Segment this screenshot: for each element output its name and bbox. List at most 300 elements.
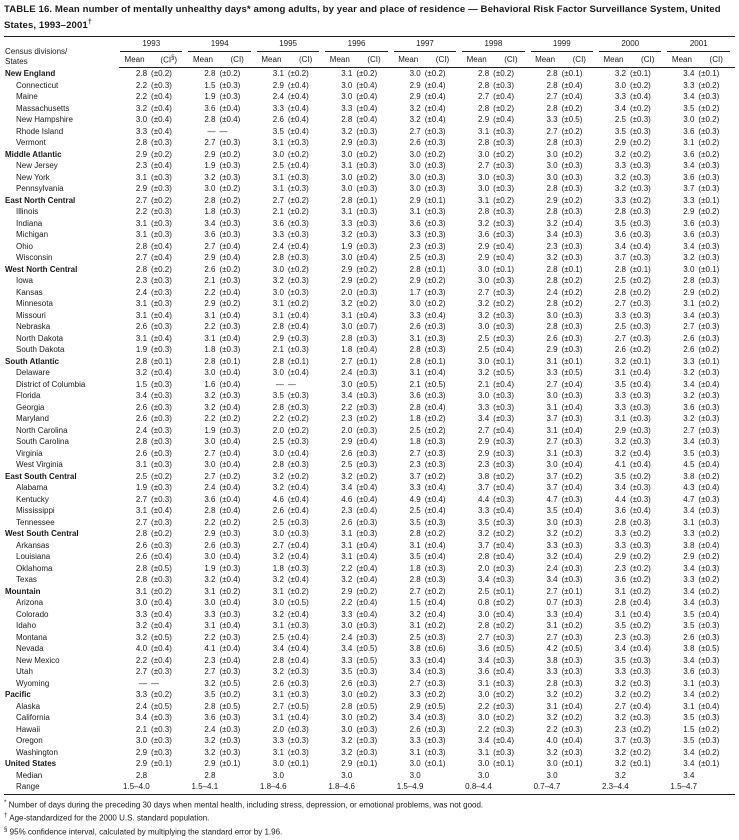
ci-value: (±0.2) <box>287 149 309 159</box>
mean-value: 3.0 <box>546 149 558 159</box>
row-label: Alaska <box>16 701 41 711</box>
mean-value: 3.2 <box>478 218 490 228</box>
mean-value: 4.1 <box>204 644 216 654</box>
ci-value: (±0.3) <box>424 322 446 332</box>
ci-value: (±0.5) <box>698 644 720 654</box>
mean-value: 3.1 <box>409 540 421 550</box>
mean-value: 2.5 <box>272 161 284 171</box>
mean-value: 2.6 <box>272 678 284 688</box>
ci-value: (±0.3) <box>356 241 378 251</box>
ci-value: (±0.3) <box>698 494 720 504</box>
footnotes <box>4 798 735 838</box>
mean-value: 2.1 <box>272 345 284 355</box>
mean-value: 1.9 <box>341 241 353 251</box>
ci-value: (±0.3) <box>424 747 446 757</box>
ci-value: (±0.4) <box>151 103 172 113</box>
mean-value: 3.6 <box>614 575 626 585</box>
mean-value: 4.6 <box>341 494 353 504</box>
mean-value: 3.4 <box>409 667 421 677</box>
mean-value: 3.5 <box>683 713 695 723</box>
footnote-marker: § <box>4 825 8 833</box>
ci-value: (±0.3) <box>424 437 446 447</box>
mean-value: 3.4 <box>683 310 695 320</box>
mean-value: 2.3 <box>204 655 216 665</box>
ci-value: (±0.2) <box>698 586 720 596</box>
ci-value: (±0.4) <box>561 379 583 389</box>
ci-value: (±0.4) <box>561 609 583 619</box>
mean-value: 3.1 <box>135 333 148 343</box>
ci-value: (±0.2) <box>356 586 378 596</box>
mean-value: 3.1 <box>204 333 216 343</box>
ci-value: (±0.3) <box>630 322 651 332</box>
table-row <box>4 195 735 207</box>
ci-value: (±0.4) <box>151 644 172 654</box>
ci-value: (±0.5) <box>219 678 241 688</box>
mean-value: 2.9 <box>135 184 148 194</box>
ci-value: (±0.3) <box>561 448 583 458</box>
table-row <box>4 758 735 770</box>
mean-value: 3.1 <box>409 747 421 757</box>
mean-value: 2.7 <box>478 161 490 171</box>
table-row <box>4 735 735 747</box>
mean-value: 2.4 <box>135 287 148 297</box>
mean-value: 2.9 <box>614 425 626 435</box>
ci-value: (±0.4) <box>424 80 446 90</box>
mean-value: 2.5 <box>614 115 626 125</box>
row-label: Massachusetts <box>16 103 70 113</box>
mean-value: 3.7 <box>614 253 626 263</box>
mean-value: 3.0 <box>272 529 284 539</box>
ci-value: (±0.3) <box>698 437 720 447</box>
mean-value: 3.0 <box>478 713 490 723</box>
mean-value: 2.5 <box>272 632 284 642</box>
mean-value: 3.3 <box>614 529 626 539</box>
ci-value: (±0.3) <box>424 667 446 677</box>
ci-value: (±0.4) <box>219 644 241 654</box>
mean-value: 2.8 <box>204 701 216 711</box>
ci-value: (±0.3) <box>630 402 651 412</box>
ci-value: (±0.3) <box>493 80 514 90</box>
data-table <box>4 36 735 795</box>
table-row <box>4 298 735 310</box>
ci-value: (±0.4) <box>356 609 378 619</box>
ci-value: (±0.3) <box>219 736 241 746</box>
ci-value: (±0.4) <box>151 253 172 263</box>
ci-value: (±0.3) <box>493 310 514 320</box>
mean-value: 4.9 <box>409 494 421 504</box>
mean-value: 3.2 <box>341 230 353 240</box>
table-row <box>4 241 735 253</box>
mean-value: 3.2 <box>135 621 148 631</box>
median-value: 2.8 <box>204 770 216 780</box>
mean-value: 3.2 <box>409 609 421 619</box>
mean-value: 3.6 <box>272 218 284 228</box>
ci-value: (±0.4) <box>424 115 446 125</box>
ci-value: (±0.3) <box>698 402 720 412</box>
mean-value: 3.3 <box>409 310 421 320</box>
ci-value: (±0.4) <box>424 598 446 608</box>
ci-value: (±0.3) <box>219 345 241 355</box>
mean-value: 2.2 <box>204 414 216 424</box>
ci-value: (±0.3) <box>493 287 514 297</box>
table-title <box>4 4 735 32</box>
ci-value: (±0.3) <box>630 230 651 240</box>
ci-value: (±0.3) <box>561 207 583 217</box>
ci-value: (±0.4) <box>698 540 720 550</box>
ci-value: (±0.3) <box>356 126 378 136</box>
mean-value: 2.8 <box>409 356 421 366</box>
ci-value: (±0.2) <box>287 69 309 79</box>
table-row <box>4 471 735 483</box>
mean-value: 3.2 <box>204 402 216 412</box>
mean-value: 3.3 <box>683 80 695 90</box>
footnote-marker: * <box>4 798 7 806</box>
mean-value: 3.0 <box>683 115 695 125</box>
mean-value: 2.8 <box>135 69 148 79</box>
ci-value: (±0.2) <box>219 69 241 79</box>
mean-subheader: Mean <box>187 52 218 68</box>
mean-value: 3.3 <box>546 115 558 125</box>
mean-value: 2.2 <box>341 563 353 573</box>
mean-value: 3.4 <box>135 713 148 723</box>
ci-value: (±0.2) <box>493 598 514 608</box>
ci-value: (±0.4) <box>424 92 446 102</box>
ci-value: (±0.3) <box>219 322 241 332</box>
ci-value: (±0.2) <box>561 149 583 159</box>
mean-value: 3.0 <box>272 759 284 769</box>
mean-value: 3.5 <box>409 517 421 527</box>
table-row <box>4 448 735 460</box>
mean-value: 3.3 <box>204 609 216 619</box>
ci-value: (±0.4) <box>630 379 651 389</box>
mean-value: 3.3 <box>546 540 558 550</box>
ci-value: (±0.3) <box>356 724 378 734</box>
ci-value: (±0.2) <box>630 552 651 562</box>
ci-value: (±0.7) <box>356 322 378 332</box>
ci-value: (±0.4) <box>219 115 241 125</box>
ci-value: (±0.3) <box>219 230 241 240</box>
mean-value: 2.9 <box>204 299 216 309</box>
ci-value: (±0.3) <box>151 494 172 504</box>
mean-value: 3.0 <box>478 609 490 619</box>
year-label: 1998 <box>462 39 524 52</box>
mean-value: 3.2 <box>272 575 284 585</box>
row-label: New England <box>5 69 56 79</box>
mean-value: 1.9 <box>204 425 216 435</box>
ci-value: (±0.4) <box>219 379 241 389</box>
mean-value: 3.8 <box>683 540 695 550</box>
mean-value: 2.8 <box>478 552 490 562</box>
mean-value: 2.6 <box>272 115 284 125</box>
mean-value: 2.8 <box>546 207 558 217</box>
row-label: South Carolina <box>16 437 69 447</box>
ci-value: (±0.2) <box>424 471 446 481</box>
ci-value: (±0.4) <box>287 713 309 723</box>
mean-value: 4.7 <box>683 494 695 504</box>
mean-value: 3.4 <box>614 103 626 113</box>
mean-value: 2.2 <box>204 517 216 527</box>
ci-value: (±0.2) <box>630 345 651 355</box>
ci-value: (±0.3) <box>356 402 378 412</box>
ci-value: (±0.4) <box>424 609 446 619</box>
ci-value: (±0.2) <box>219 149 241 159</box>
ci-value: (±0.4) <box>356 483 378 493</box>
mean-value: 2.8 <box>272 253 284 263</box>
mean-value: 2.7 <box>409 586 421 596</box>
table-row <box>4 632 735 644</box>
table-row <box>4 678 735 690</box>
ci-value: (±0.3) <box>493 230 514 240</box>
mean-value: 2.8 <box>546 322 558 332</box>
ci-value: (±0.4) <box>219 253 241 263</box>
ci-value: (±0.3) <box>493 494 514 504</box>
ci-value: (±0.3) <box>424 333 446 343</box>
ci-value: (±0.3) <box>424 287 446 297</box>
ci-value: (±0.4) <box>151 115 172 125</box>
ci-value: (±0.2) <box>698 103 720 113</box>
mean-value: 3.4 <box>683 586 695 596</box>
row-label: South Dakota <box>16 345 65 355</box>
ci-value: (±0.4) <box>493 379 514 389</box>
mean-value: 3.1 <box>409 621 421 631</box>
mean-value: 2.8 <box>135 563 148 573</box>
ci-value: (±0.4) <box>151 368 172 378</box>
median-value: 3.0 <box>546 770 558 780</box>
footnote-marker: † <box>4 812 8 820</box>
mean-value: 3.4 <box>683 69 695 79</box>
mean-value: 3.2 <box>204 172 216 182</box>
ci-value: (±0.2) <box>356 276 378 286</box>
ci-value: (±0.3) <box>561 322 583 332</box>
mean-value: 2.7 <box>135 517 148 527</box>
ci-value: (±0.4) <box>219 494 241 504</box>
ci-value: (±0.2) <box>630 586 651 596</box>
ci-value: (±0.4) <box>287 103 309 113</box>
mean-value: 3.1 <box>614 586 626 596</box>
mean-value: 4.4 <box>614 494 626 504</box>
range-value: 2.3–4.4 <box>598 781 666 794</box>
mean-value: 3.4 <box>683 506 695 516</box>
median-value: 3.0 <box>478 770 490 780</box>
ci-value: (±0.4) <box>561 92 583 102</box>
mean-value: 2.2 <box>546 724 558 734</box>
row-label: Delaware <box>16 368 50 378</box>
mean-value: 3.6 <box>478 644 490 654</box>
table-row <box>4 183 735 195</box>
ci-value: (±0.3) <box>561 391 583 401</box>
ci-value: (±0.3) <box>698 632 720 642</box>
mean-value: 2.6 <box>135 414 148 424</box>
table-row <box>4 712 735 724</box>
ci-value: (±0.2) <box>561 471 583 481</box>
ci-value: (±0.3) <box>151 322 172 332</box>
mean-value: 3.5 <box>614 218 626 228</box>
ci-value: (±0.3) <box>424 460 446 470</box>
mean-value: 3.5 <box>478 517 490 527</box>
mean-value: 1.5 <box>409 598 421 608</box>
mean-value: 2.5 <box>135 471 148 481</box>
mean-value: 2.8 <box>478 138 490 148</box>
ci-value: (±0.4) <box>219 598 241 608</box>
mean-value: 3.4 <box>683 690 695 700</box>
mean-value: 2.2 <box>341 598 353 608</box>
ci-value: (±0.3) <box>630 115 651 125</box>
ci-value: (±0.3) <box>356 333 378 343</box>
ci-value: (±0.3) <box>493 161 514 171</box>
mean-value: 2.7 <box>478 287 490 297</box>
mean-value: 1.9 <box>135 345 148 355</box>
mean-value: 3.0 <box>409 161 421 171</box>
range-value: 1.5–4.0 <box>119 781 187 794</box>
ci-value: (±0.4) <box>219 552 241 562</box>
ci-value: (±0.3) <box>219 563 241 573</box>
ci-value: (±0.1) <box>630 356 651 366</box>
ci-value: (±0.6) <box>424 644 446 654</box>
ci-value: (±0.3) <box>287 529 309 539</box>
mean-value: 3.2 <box>478 529 490 539</box>
ci-value: (±0.2) <box>219 690 241 700</box>
mean-value: 3.0 <box>341 92 353 102</box>
mean-value: 2.9 <box>614 138 626 148</box>
table-row <box>4 540 735 552</box>
mean-value: 3.2 <box>614 759 626 769</box>
ci-value: (±0.4) <box>151 333 172 343</box>
mean-value: 3.3 <box>341 218 353 228</box>
ci-value: (±0.2) <box>493 103 514 113</box>
mean-value: 3.4 <box>272 644 284 654</box>
mean-value: 3.3 <box>614 540 626 550</box>
ci-value: (±0.3) <box>151 437 172 447</box>
table-row <box>4 126 735 138</box>
mean-value: 3.2 <box>614 448 626 458</box>
ci-value: (±0.2) <box>493 529 514 539</box>
ci-value: (±0.3) <box>493 437 514 447</box>
ci-value: (±0.3) <box>561 563 583 573</box>
ci-empty <box>150 770 187 782</box>
ci-value: (±0.3) <box>287 517 309 527</box>
table-row <box>4 344 735 356</box>
mean-value: 3.0 <box>478 391 490 401</box>
ci-value: (±0.3) <box>287 287 309 297</box>
table-row <box>4 459 735 471</box>
ci-value: (±0.3) <box>219 138 241 148</box>
mean-value: 2.9 <box>204 149 216 159</box>
mean-value: 2.3 <box>409 460 421 470</box>
mean-value: 3.3 <box>683 356 695 366</box>
ci-value: (±0.4) <box>219 483 241 493</box>
mean-value: 3.3 <box>135 690 148 700</box>
table-row <box>4 310 735 322</box>
ci-value: (±0.1) <box>356 356 378 366</box>
mean-value: 3.0 <box>341 322 353 332</box>
row-label: Texas <box>16 575 37 585</box>
mean-value: 2.6 <box>272 506 284 516</box>
mean-value: 3.3 <box>341 609 353 619</box>
mean-value: 3.7 <box>546 414 558 424</box>
row-label: New Jersey <box>16 161 58 171</box>
mean-value: 2.9 <box>272 333 284 343</box>
mean-value: 2.8 <box>614 287 626 297</box>
mean-value: 2.3 <box>614 724 626 734</box>
ci-value: (±0.3) <box>493 724 514 734</box>
mean-value: 2.3 <box>478 460 490 470</box>
row-label: Michigan <box>16 230 49 240</box>
mean-value: 2.9 <box>409 276 421 286</box>
ci-value: (±0.4) <box>151 655 172 665</box>
mean-value: 1.8 <box>409 437 421 447</box>
mean-value: 3.3 <box>409 736 421 746</box>
ci-value: (±0.3) <box>698 391 720 401</box>
mean-value: 2.7 <box>272 701 284 711</box>
ci-value: (±0.3) <box>287 402 309 412</box>
mean-value: 2.8 <box>546 80 558 90</box>
ci-value: (±0.3) <box>356 218 378 228</box>
ci-value: (±0.2) <box>424 299 446 309</box>
footnote-text: Age-standardized for the 2000 U.S. standard population. <box>7 813 210 823</box>
mean-value: 3.7 <box>614 736 626 746</box>
ci-value: (±0.3) <box>424 172 446 182</box>
mean-value: 3.0 <box>204 460 216 470</box>
mean-value: 2.8 <box>409 345 421 355</box>
mean-value: 3.0 <box>204 184 216 194</box>
ci-value: (±0.3) <box>356 207 378 217</box>
mean-value: 2.4 <box>546 563 558 573</box>
row-label: Virginia <box>16 448 43 458</box>
ci-empty <box>287 770 324 782</box>
mean-value: 3.1 <box>683 678 695 688</box>
ci-value: (±0.2) <box>493 299 514 309</box>
ci-value: (±0.2) <box>287 425 309 435</box>
mean-value: 3.6 <box>478 667 490 677</box>
ci-value: (±0.4) <box>151 598 172 608</box>
mean-value: 3.2 <box>614 437 626 447</box>
row-label: Florida <box>16 391 41 401</box>
ci-value: (±0.3) <box>424 345 446 355</box>
row-label: Nevada <box>16 644 44 654</box>
mean-value: 2.8 <box>204 195 216 205</box>
mean-value: 2.6 <box>135 552 148 562</box>
row-label: East South Central <box>5 471 77 481</box>
ci-value: (±0.4) <box>356 552 378 562</box>
mean-value: 3.2 <box>683 414 695 424</box>
mean-value: 0.7 <box>546 598 558 608</box>
mean-value: 2.6 <box>204 264 216 274</box>
mean-value: — <box>207 126 216 136</box>
mean-value: 2.7 <box>478 425 490 435</box>
mean-value: 0.8 <box>478 598 490 608</box>
mean-value: 3.4 <box>683 563 695 573</box>
ci-value: (±0.3) <box>493 632 514 642</box>
mean-value: 2.9 <box>341 586 353 596</box>
footnote <box>4 825 735 838</box>
year-header-row <box>4 37 735 52</box>
row-label: East North Central <box>5 195 76 205</box>
row-label: Nebraska <box>16 322 51 332</box>
mean-value: 3.1 <box>135 218 148 228</box>
ci-value: (±0.4) <box>424 540 446 550</box>
ci-value: (±0.3) <box>698 310 720 320</box>
ci-value: (±0.4) <box>698 460 720 470</box>
row-label: Washington <box>16 747 58 757</box>
mean-value: 4.5 <box>683 460 695 470</box>
ci-value: (±0.4) <box>356 253 378 263</box>
mean-value: 3.1 <box>204 586 216 596</box>
ci-value: (±0.3) <box>356 425 378 435</box>
row-label: Arkansas <box>16 540 50 550</box>
ci-value: (±0.2) <box>424 69 446 79</box>
mean-value: 3.4 <box>683 437 695 447</box>
ci-value: (±0.1) <box>561 356 583 366</box>
